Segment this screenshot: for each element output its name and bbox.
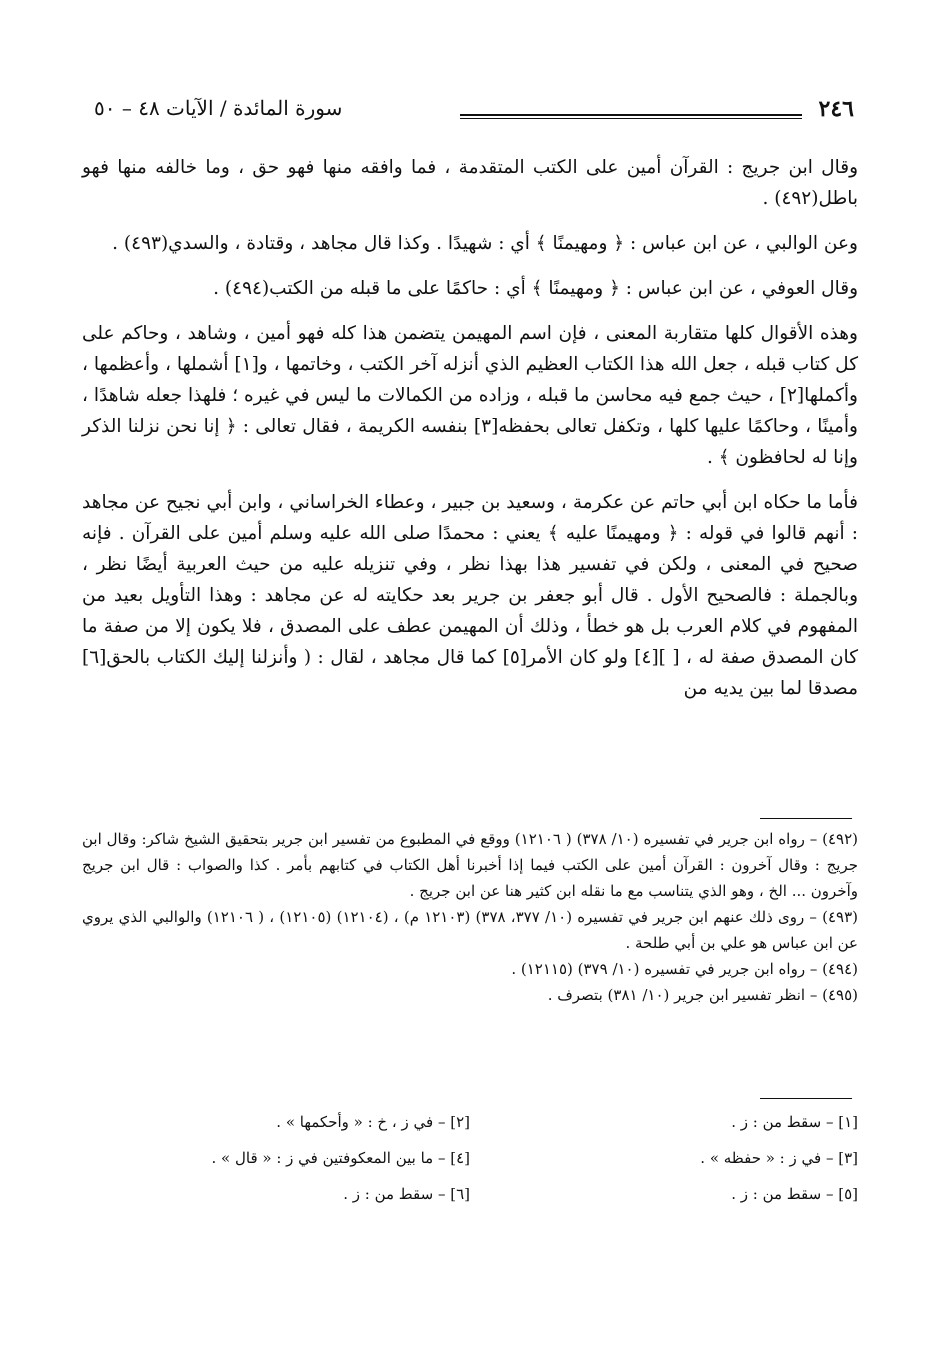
paragraph: وعن الوالبي ، عن ابن عباس : ﴿ ومهيمنًا ﴾ أي : شهيدًا . وكذا قال مجاهد ، وقتادة ، والسدي(٤٩٣) . <box>112 233 858 254</box>
paragraph: فأما ما حكاه ابن أبي حاتم عن عكرمة ، وسعيد بن جبير ، وعطاء الخراساني ، وابن أبي نجيح عن مجاهد : أنهم قالوا في قوله : ﴿ ومهيمنًا عليه ﴾ يعني : محمدًا صلى الله عليه وسلم أمين على القرآن . فإنه صحيح في المعنى ، ولكن في تفسير هذا بهذا نظر ، وفي تنزيله عليه من حيث العربية أيضًا نظر ، وبالجملة : فالصحيح الأول . قال أبو جعفر بن جرير بعد حكايته له عن مجاهد : وهذا التأويل بعيد من المفهوم في كلام العرب بل هو خطأ ، وذلك أن المهيمن عطف على المصدق ، فلا يكون إلا من صفة ما كان المصدق صفة له ، [ ][٤] ولو كان الأمر[٥] كما قال مجاهد ، لقال : ( وأنزلنا إليك الكتاب بالحق[٦] مصدقا لما بين يديه من <box>82 492 858 699</box>
paragraph: وهذه الأقوال كلها متقاربة المعنى ، فإن اسم المهيمن يتضمن هذا كله فهو أمين ، وشاهد ، وحاكم على كل كتاب قبله ، جعل الله هذا الكتاب العظيم الذي أنزله آخر الكتب ، وخاتمها ، و[١] أشملها ، وأعظمها ، وأكملها[٢] ، حيث جمع فيه محاسن ما قبله ، وزاده من الكمالات ما ليس في غيره ؛ فلهذا جعله شاهدًا ، وأمينًا ، وحاكمًا عليها كلها ، وتكفل تعالى بحفظه[٣] بنفسه الكريمة ، فقال تعالى : ﴿ إنا نحن نزلنا الذكر وإنا له لحافظون ﴾ . <box>82 323 858 468</box>
footnote: (٤٩٣) – روى ذلك عنهم ابن جرير في تفسيره (١٠/ ٣٧٧، ٣٧٨) (١٢١٠٣ م) ، (١٢١٠٤) (١٢١٠٥) ، ( ١٢١٠٦) والوالبي الذي يروي عن ابن عباس هو علي بن أبي طلحة . <box>82 908 858 952</box>
running-title: سورة المائدة / الآيات ٤٨ – ٥٠ <box>94 96 343 120</box>
page-number: ٢٤٦ <box>818 96 854 122</box>
main-text <box>82 152 858 718</box>
footnote-rule <box>760 818 852 819</box>
header-rule-thin <box>460 118 802 119</box>
footnote: (٤٩٢) – رواه ابن جرير في تفسيره (١٠/ ٣٧٨) ( ١٢١٠٦) ووقع في المطبوع من تفسير ابن جرير بتحقيق الشيخ شاكر: وقال ابن جريج : وقال آخرون : القرآن أمين على الكتب فيما إذا أخبرنا أهل الكتاب في كتابهم بأمر . كذا والصواب : قال ابن جريج وآخرون ... الخ ، وهو الذي يتناسب مع ما نقله ابن كثير هنا عن ابن جريج . <box>82 830 858 900</box>
footnote: (٤٩٤) – رواه ابن جرير في تفسيره (١٠/ ٣٧٩) (١٢١١٥) . <box>511 960 858 978</box>
variant-note: [١] – سقط من : ز . <box>731 1113 858 1131</box>
paragraph: وقال العوفي ، عن ابن عباس : ﴿ ومهيمنًا ﴾ أي : حاكمًا على ما قبله من الكتب(٤٩٤) . <box>213 278 858 299</box>
variant-note: [٤] – ما بين المعكوفتين في ز : « قال » . <box>211 1149 470 1167</box>
page-header <box>82 96 858 130</box>
variant-note: [٣] – في ز : « حفظه » . <box>700 1149 858 1167</box>
variant-note: [٢] – في ز ، خ : « وأحكمها » . <box>276 1113 470 1131</box>
footnotes <box>82 826 858 1008</box>
variant-note: [٦] – سقط من : ز . <box>343 1185 470 1203</box>
variants-rule <box>760 1098 852 1099</box>
header-rule <box>460 114 802 116</box>
book-page <box>82 0 858 1353</box>
variant-note: [٥] – سقط من : ز . <box>731 1185 858 1203</box>
footnote: (٤٩٥) – انظر تفسير ابن جرير (١٠/ ٣٨١) بتصرف . <box>547 986 858 1004</box>
manuscript-variants <box>82 1108 858 1208</box>
paragraph: وقال ابن جريج : القرآن أمين على الكتب المتقدمة ، فما وافقه منها فهو حق ، وما خالفه منها فهو باطل(٤٩٢) . <box>82 157 858 209</box>
